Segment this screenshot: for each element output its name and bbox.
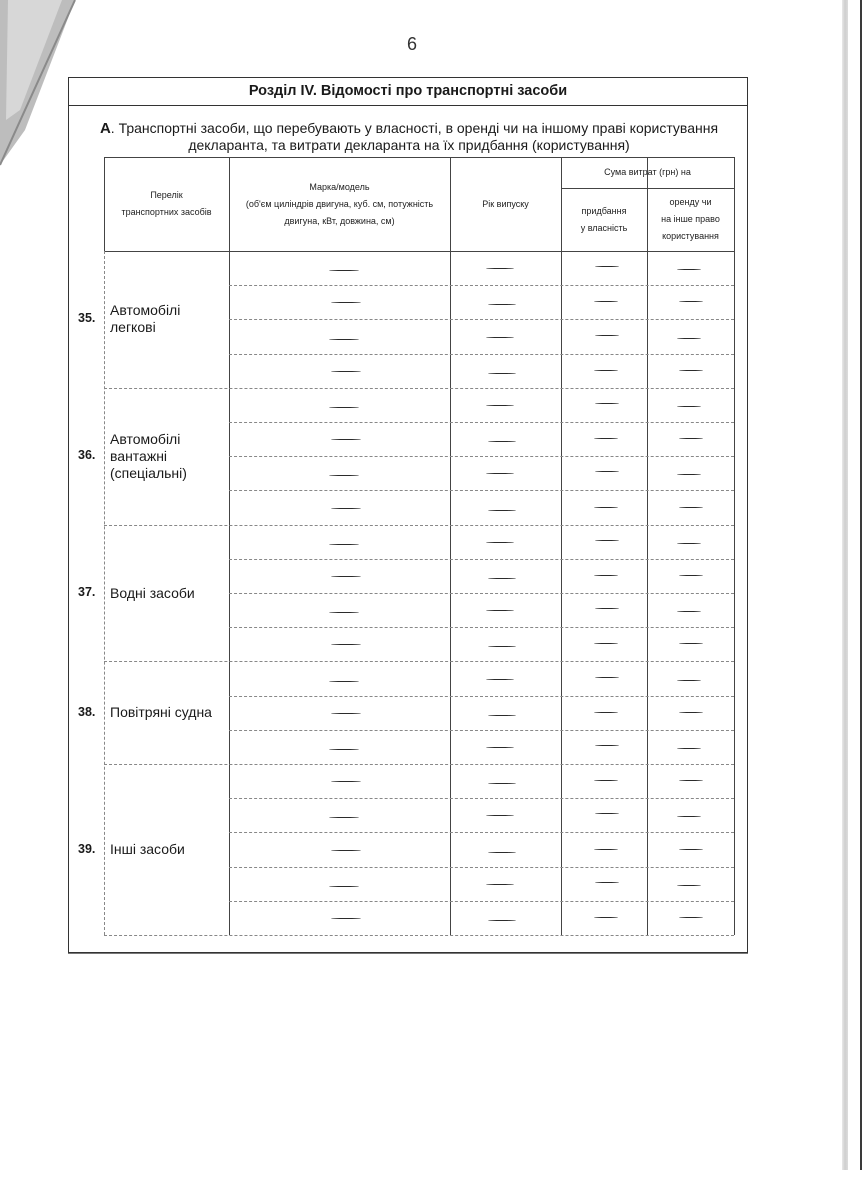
crossed-out-cell (329, 817, 359, 818)
row-divider (229, 798, 734, 799)
header-list-line: транспортних засобів (121, 207, 212, 217)
crossed-out-cell (595, 608, 619, 609)
category-number: 37. (78, 585, 96, 599)
crossed-out-cell (595, 266, 619, 267)
category-divider (104, 661, 734, 662)
header-col-line (561, 157, 562, 251)
crossed-out-cell (486, 337, 514, 338)
header-model-line: двигуна, кВт, довжина, см) (284, 215, 395, 226)
crossed-out-cell (679, 849, 703, 850)
header-model-line: (об'єм циліндрів двигуна, куб. см, потужність (245, 198, 434, 209)
row-divider (229, 422, 734, 423)
crossed-out-cell (486, 747, 514, 748)
vehicles-table (78, 157, 734, 935)
crossed-out-cell (488, 715, 516, 716)
crossed-out-cell (594, 780, 618, 781)
crossed-out-cell (329, 681, 359, 682)
crossed-out-cell (331, 508, 361, 509)
category-divider (104, 525, 734, 526)
crossed-out-cell (331, 918, 361, 919)
crossed-out-cell (679, 643, 703, 644)
category-label (110, 302, 180, 336)
crossed-out-cell (677, 816, 701, 817)
crossed-out-cell (595, 335, 619, 336)
category-number: 35. (78, 311, 96, 326)
crossed-out-cell (594, 643, 618, 644)
crossed-out-cell (594, 849, 618, 850)
row-divider (229, 696, 734, 697)
crossed-out-cell (679, 712, 703, 713)
category-number: 39. (78, 841, 96, 856)
crossed-out-cell (595, 540, 619, 541)
category-number: 38. (78, 704, 96, 719)
header-col-line (104, 157, 105, 251)
category-label (110, 704, 212, 721)
header-col-line (647, 188, 648, 251)
header-rent-line: на інше право (661, 214, 720, 224)
category-label-line: вантажні (110, 447, 168, 464)
crossed-out-cell (679, 780, 703, 781)
row-divider (229, 319, 734, 320)
crossed-out-cell (331, 302, 361, 303)
crossed-out-cell (331, 644, 361, 645)
crossed-out-cell (486, 542, 514, 543)
row-divider (229, 901, 734, 902)
table-border-bottom (104, 935, 734, 936)
crossed-out-cell (329, 270, 359, 271)
crossed-out-cell (679, 507, 703, 508)
crossed-out-cell (486, 268, 514, 269)
category-label-line: Повітряні судна (110, 704, 212, 721)
header-expenses: Сума витрат (грн) на (604, 167, 691, 177)
crossed-out-cell (488, 920, 516, 921)
row-divider (229, 730, 734, 731)
crossed-out-cell (679, 917, 703, 918)
crossed-out-cell (488, 646, 516, 647)
crossed-out-cell (486, 884, 514, 885)
header-model (229, 157, 450, 251)
header-rent (647, 188, 734, 251)
category-divider (104, 764, 734, 765)
scan-edge (842, 0, 848, 1170)
header-list (104, 157, 229, 251)
scan-edge-line (860, 0, 862, 1170)
row-divider (229, 490, 734, 491)
body-col-line (734, 251, 735, 935)
row-divider (229, 559, 734, 560)
crossed-out-cell (679, 370, 703, 371)
crossed-out-cell (594, 507, 618, 508)
header-purchase (561, 188, 647, 251)
header-col-line (229, 157, 230, 251)
crossed-out-cell (331, 371, 361, 372)
row-divider (229, 354, 734, 355)
crossed-out-cell (677, 885, 701, 886)
crossed-out-cell (595, 882, 619, 883)
header-rent-line: користування (662, 231, 719, 241)
crossed-out-cell (677, 269, 701, 270)
subsection-text: . Транспортні засоби, що перебувають у власності, в оренді чи на іншому праві користування декларанта, та витрати декларанта на їх придбання (користування) (110, 120, 719, 153)
crossed-out-cell (595, 813, 619, 814)
row-divider (229, 593, 734, 594)
category-divider (104, 388, 734, 389)
row-divider (229, 285, 734, 286)
crossed-out-cell (595, 471, 619, 472)
crossed-out-cell (329, 475, 359, 476)
crossed-out-cell (488, 510, 516, 511)
section-title: Розділ IV. Відомості про транспортні засоби (69, 78, 747, 106)
row-divider (229, 832, 734, 833)
crossed-out-cell (488, 441, 516, 442)
category-label-line: Автомобілі (110, 430, 181, 447)
crossed-out-cell (594, 575, 618, 576)
crossed-out-cell (329, 407, 359, 408)
header-purchase-line: у власність (580, 222, 628, 233)
crossed-out-cell (594, 301, 618, 302)
header-purchase-line: придбання (581, 205, 627, 216)
crossed-out-cell (329, 749, 359, 750)
subsection-letter: А (99, 120, 111, 137)
table-border-top (104, 157, 734, 158)
category-label-line: Водні засоби (110, 584, 195, 601)
crossed-out-cell (677, 680, 701, 681)
crossed-out-cell (594, 917, 618, 918)
crossed-out-cell (486, 815, 514, 816)
category-label-line: Автомобілі (110, 302, 181, 319)
crossed-out-cell (679, 575, 703, 576)
page-number: 6 (406, 34, 417, 54)
crossed-out-cell (331, 713, 361, 714)
crossed-out-cell (486, 610, 514, 611)
crossed-out-cell (677, 748, 701, 749)
crossed-out-cell (594, 370, 618, 371)
crossed-out-cell (679, 301, 703, 302)
header-year: Рік випуску (482, 198, 529, 209)
crossed-out-cell (488, 373, 516, 374)
crossed-out-cell (679, 438, 703, 439)
category-label-line: Інші засоби (110, 841, 185, 857)
crossed-out-cell (677, 611, 701, 612)
crossed-out-cell (331, 576, 361, 577)
crossed-out-cell (331, 850, 361, 851)
header-rent-line: оренду чи (669, 197, 712, 207)
crossed-out-cell (677, 406, 701, 407)
category-label (110, 431, 187, 482)
header-col-line (450, 157, 451, 251)
crossed-out-cell (595, 677, 619, 678)
crossed-out-cell (329, 886, 359, 887)
crossed-out-cell (488, 578, 516, 579)
crossed-out-cell (486, 679, 514, 680)
body-col-line (104, 251, 105, 935)
row-divider (229, 456, 734, 457)
subsection-title (89, 120, 729, 154)
header-bottom (104, 251, 734, 252)
category-label-line: легкові (110, 319, 156, 336)
row-divider (229, 867, 734, 868)
crossed-out-cell (677, 338, 701, 339)
row-divider (229, 627, 734, 628)
category-label (110, 585, 195, 602)
header-model-line: Марка/модель (309, 181, 370, 192)
category-label-line: (спеціальні) (110, 464, 187, 481)
crossed-out-cell (331, 781, 361, 782)
crossed-out-cell (488, 852, 516, 853)
crossed-out-cell (486, 405, 514, 406)
crossed-out-cell (594, 712, 618, 713)
crossed-out-cell (488, 783, 516, 784)
crossed-out-cell (486, 473, 514, 474)
category-number: 36. (78, 448, 96, 463)
crossed-out-cell (677, 474, 701, 475)
crossed-out-cell (595, 745, 619, 746)
category-label (110, 841, 185, 858)
header-col-line (734, 157, 735, 251)
crossed-out-cell (329, 612, 359, 613)
crossed-out-cell (677, 543, 701, 544)
crossed-out-cell (488, 304, 516, 305)
crossed-out-cell (329, 339, 359, 340)
crossed-out-cell (595, 403, 619, 404)
header-list-line: Перелік (150, 190, 183, 200)
crossed-out-cell (594, 438, 618, 439)
crossed-out-cell (329, 544, 359, 545)
crossed-out-cell (331, 439, 361, 440)
